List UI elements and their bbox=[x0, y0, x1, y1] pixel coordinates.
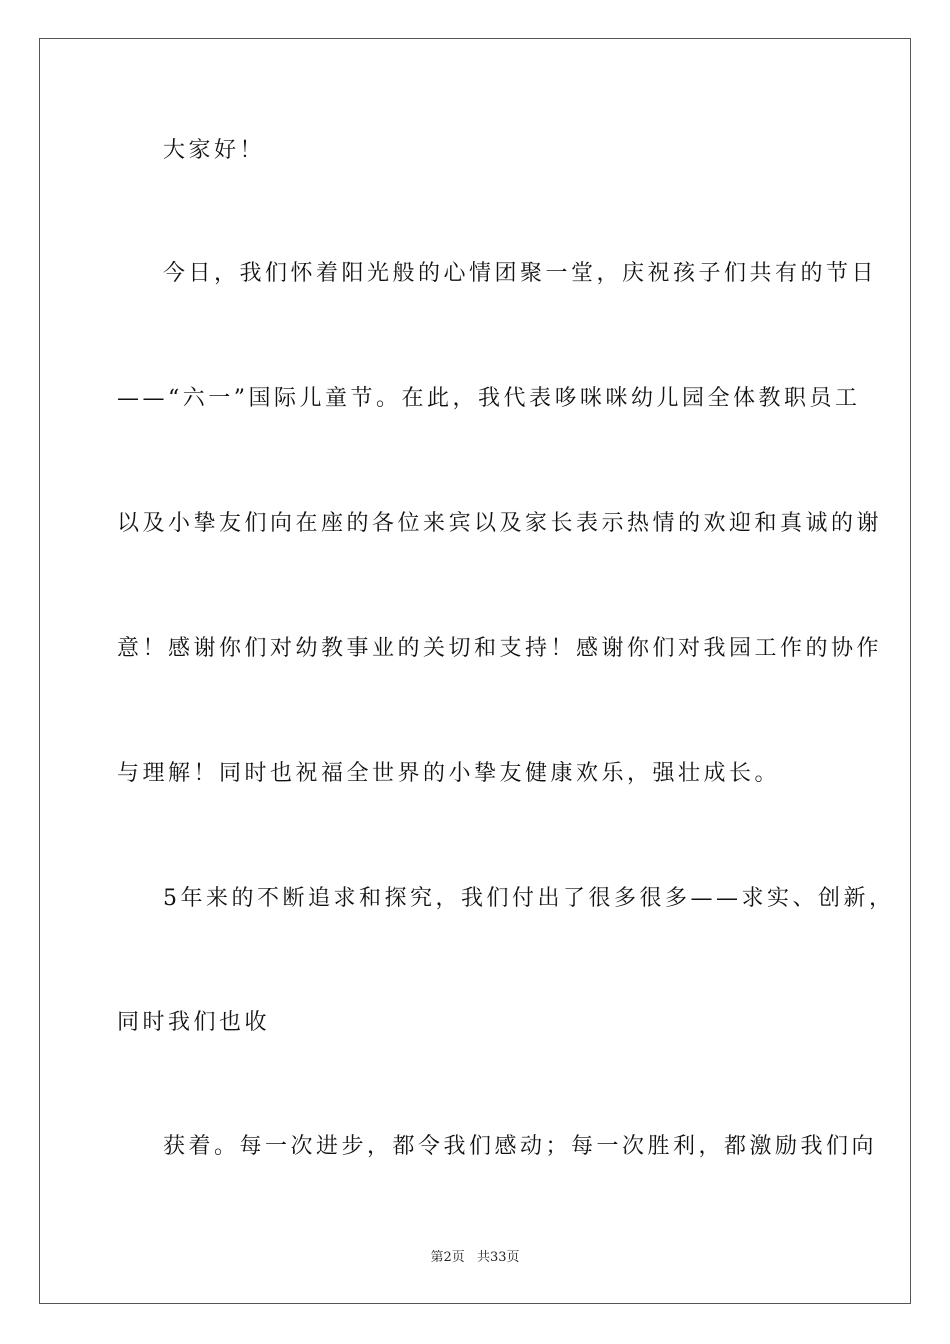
text-line: 获着。每一次进步，都令我们感动；每一次胜利，都激励我们向 bbox=[163, 1134, 878, 1159]
page-number: 第2页 bbox=[430, 1250, 465, 1265]
text-line: 意！感谢你们对幼教事业的关切和支持！感谢你们对我园工作的协作 bbox=[117, 636, 883, 661]
page-total: 共33页 bbox=[476, 1250, 520, 1265]
text-line-greeting: 大家好！ bbox=[163, 138, 266, 163]
text-line: 5年来的不断追求和探究，我们付出了很多很多——求实、创新， bbox=[163, 886, 895, 911]
text-line: ——“六一”国际儿童节。在此，我代表哆咪咪幼儿园全体教职员工 bbox=[117, 386, 861, 411]
page-footer bbox=[0, 1246, 950, 1265]
text-line: 与理解！同时也祝福全世界的小挚友健康欢乐，强壮成长。 bbox=[117, 761, 781, 786]
text-line: 以及小挚友们向在座的各位来宾以及家长表示热情的欢迎和真诚的谢 bbox=[117, 511, 883, 536]
text-line: 同时我们也收 bbox=[117, 1010, 271, 1035]
text-line: 今日，我们怀着阳光般的心情团聚一堂，庆祝孩子们共有的节日 bbox=[163, 261, 878, 286]
page-frame bbox=[39, 38, 911, 1304]
